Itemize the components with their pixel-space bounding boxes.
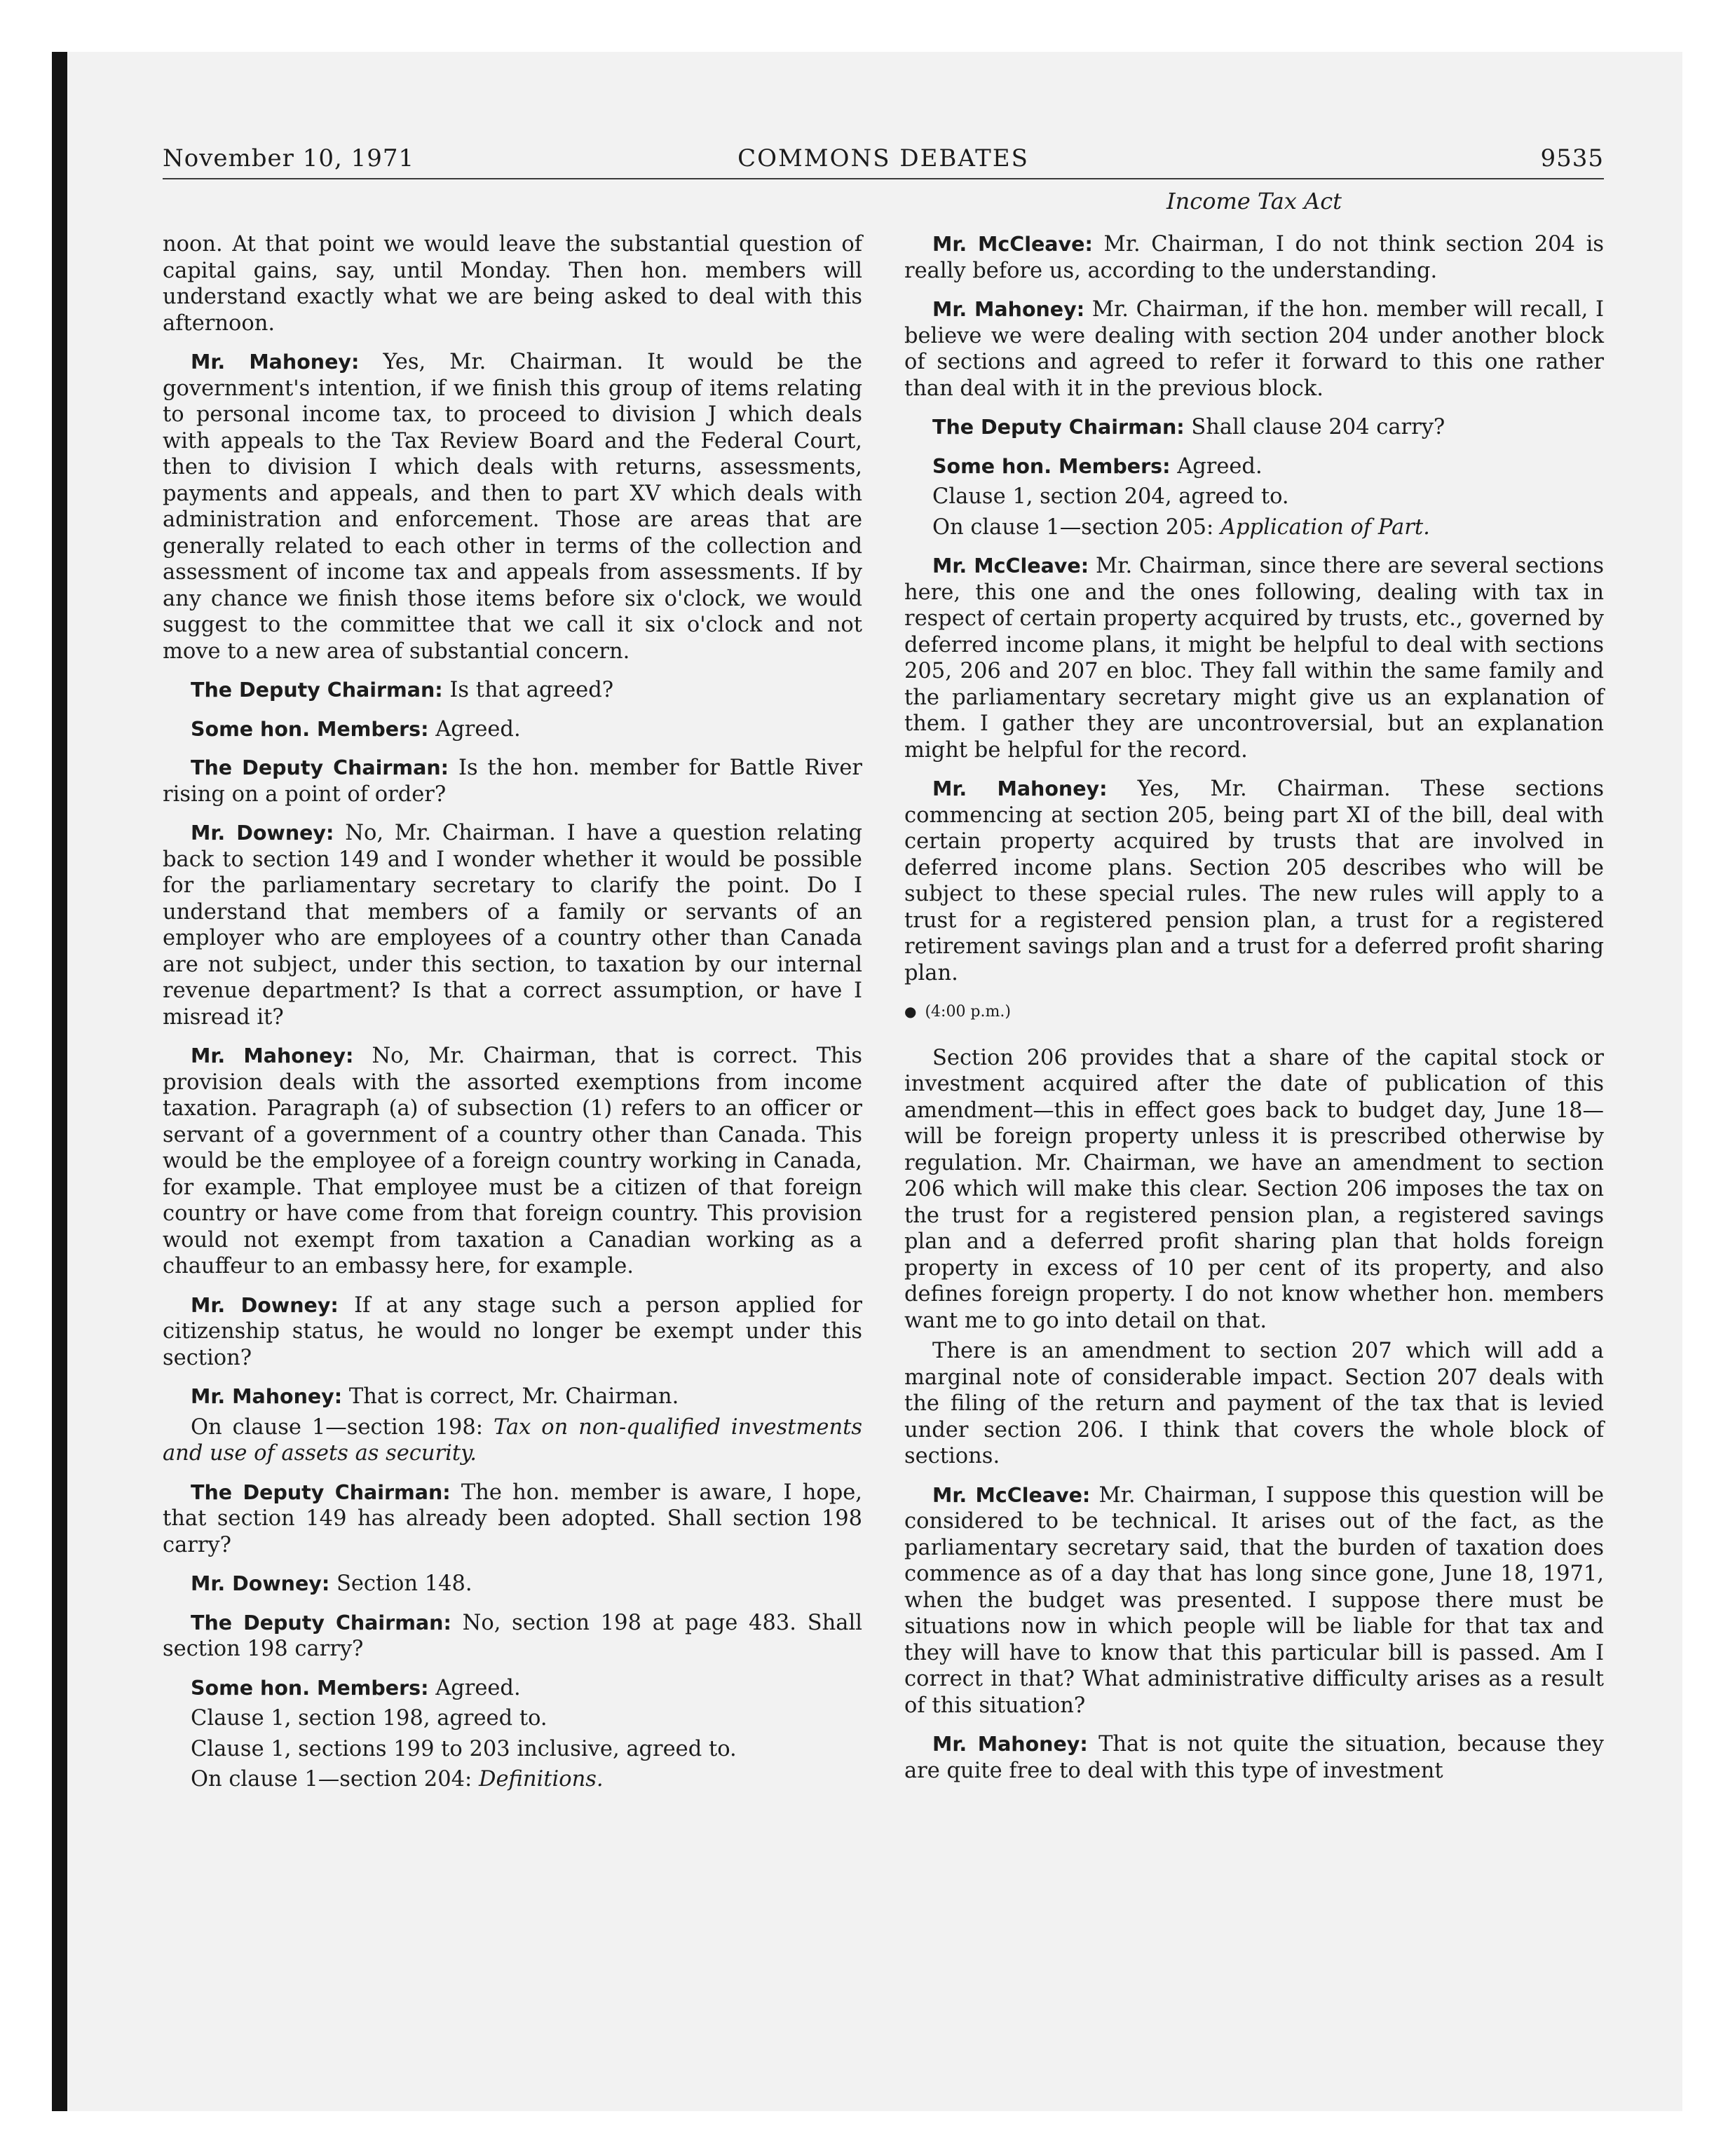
speaker-name: Mr. Mahoney: <box>191 350 360 374</box>
clause-result: Clause 1, section 198, agreed to. <box>191 1706 547 1731</box>
speech-paragraph <box>163 820 862 1030</box>
speech-paragraph <box>163 1292 862 1372</box>
clause-text: On clause 1—section 204: <box>191 1767 472 1792</box>
clause-result: Clause 1, sections 199 to 203 inclusive, agreed to. <box>191 1736 737 1761</box>
speech-text: Agreed. <box>1177 453 1263 479</box>
speech-paragraph <box>163 1571 862 1597</box>
clause-text: On clause 1—section 198: <box>191 1414 484 1440</box>
clause-title: Tax on non-qualified investments and use of assets as security. <box>163 1414 863 1466</box>
speech-paragraph <box>163 716 862 743</box>
speech-paragraph <box>904 1482 1604 1719</box>
speech-paragraph <box>904 553 1604 763</box>
speech-text: Is that agreed? <box>449 678 614 702</box>
scan-binding-edge <box>52 52 67 2111</box>
timestamp-text: (4:00 p.m.) <box>925 1003 1011 1021</box>
speaker-name: Mr. Mahoney: <box>191 1044 354 1067</box>
speaker-name: Mr. Downey: <box>191 1293 339 1317</box>
speech-paragraph <box>904 1731 1604 1784</box>
clause-result: Clause 1, section 204, agreed to. <box>932 484 1289 509</box>
speaker-name: Mr. Downey: <box>191 1572 330 1595</box>
speech-text: Agreed. <box>435 716 521 742</box>
speech-text: Is the hon. member for Battle River rising on a point of order? <box>163 756 862 807</box>
speaker-name: The Deputy Chairman: <box>191 678 443 702</box>
speech-text: That is not quite the situation, because they are quite free to deal with this type of investment <box>904 1732 1604 1783</box>
clause-heading <box>163 1766 862 1793</box>
speech-paragraph <box>163 755 862 807</box>
speech-paragraph <box>163 1043 862 1280</box>
speaker-name: Mr. Mahoney: <box>932 1733 1088 1756</box>
page-header <box>163 144 1604 179</box>
header-date: November 10, 1971 <box>163 144 415 172</box>
speaker-name: Mr. McCleave: <box>932 233 1093 256</box>
speech-text: Yes, Mr. Chairman. It would be the government's intention, if we finish this group of items relating to personal income tax, to proceed to division J which deals with appeals to the Tax Review Board and the Federal Court, then to division I which deals with returns, assessments, payments and appeals, and then to part XV which deals with administration and enforcement. Those are areas that are generally related to each other in terms of the collection and assessment of income tax and appeals from assessments. If by any chance we finish those items before six o'clock, we would suggest to the committee that we call it six o'clock and not move to a new area of substantial concern. <box>163 350 862 664</box>
speech-text: No, Mr. Chairman. I have a question relating back to section 149 and I wonder whether it would be possible for the parliamentary secretary to clarify the point. Do I understand that members of a family or servants of an employer who are employees of a country other than Canada are not subject, under this section, to taxation by our internal revenue department? Is that a correct assumption, or have I misread it? <box>163 821 863 1030</box>
speech-text: Mr. Chairman, I suppose this question will be considered to be technical. It arises out of the fact, as the parliamentary secretary said, that the burden of taxation does commence as of a day that has long since gone, June 18, 1971, when the budget was presented. I suppose there must be situations now in which people will be liable for that tax and they will have to know that this particular bill is passed. Am I correct in that? What administrative difficulty arises as a result of this situation? <box>904 1482 1604 1718</box>
speech-text: Agreed. <box>435 1675 521 1700</box>
speech-text: Mr. Chairman, I do not think section 204 is really before us, according to the understanding. <box>904 232 1604 283</box>
clause-title: Application of Part. <box>1220 514 1430 540</box>
speech-paragraph <box>163 1610 862 1663</box>
speaker-name: Mr. Mahoney: <box>191 1385 343 1408</box>
speaker-name: The Deputy Chairman: <box>191 756 449 779</box>
speech-paragraph <box>904 296 1604 402</box>
speaker-name: Mr. McCleave: <box>932 1483 1091 1507</box>
right-column <box>904 231 1604 1796</box>
speech-paragraph <box>163 1675 862 1702</box>
paragraph: There is an amendment to section 207 which will add a marginal note of considerable impact. Section 207 deals with the filing of the return and payment of the tax that is levied under section 206. I think that covers the whole block of sections. <box>904 1339 1604 1468</box>
clause-heading <box>163 1414 862 1467</box>
paragraph: noon. At that point we would leave the substantial question of capital gains, say, until Monday. Then hon. members will understand exactly what we are being asked to deal with this afternoon. <box>163 232 862 336</box>
speech-paragraph <box>163 677 862 704</box>
clause-title: Definitions. <box>479 1767 604 1792</box>
left-column <box>163 231 862 1797</box>
header-publication-title: COMMONS DEBATES <box>737 144 1029 172</box>
speaker-name: Mr. Downey: <box>191 821 334 845</box>
timestamp <box>904 999 1604 1025</box>
speaker-name: Some hon. Members: <box>932 454 1171 478</box>
speech-paragraph <box>163 1480 862 1559</box>
speaker-name: Mr. McCleave: <box>932 554 1089 578</box>
speech-paragraph <box>904 453 1604 480</box>
speaker-name: The Deputy Chairman: <box>191 1611 451 1635</box>
speech-paragraph <box>904 231 1604 284</box>
speaker-name: The Deputy Chairman: <box>191 1480 451 1504</box>
bullet-icon: ● <box>904 1003 917 1020</box>
speech-text: No, Mr. Chairman, that is correct. This provision deals with the assorted exemptions from income taxation. Paragraph (a) of subsection (1) refers to an officer or servant of a government of a country other than Canada. This would be the employee of a foreign country working in Canada, for example. That employee must be a citizen of that foreign country or have come from that foreign country. This provision would not exempt from taxation a Canadian working as a chauffeur to an embassy here, for example. <box>163 1044 862 1278</box>
speech-paragraph <box>163 349 862 664</box>
speaker-name: Some hon. Members: <box>191 717 429 741</box>
speech-text: Yes, Mr. Chairman. These sections commencing at section 205, being part XI of the bill, deal with certain property acquired by trusts that are involved in deferred income plans. Section 205 describes who will be subject to these special rules. The new rules will apply to a trust for a registered pension plan, a trust for a registered retirement savings plan and a trust for a deferred profit sharing plan. <box>904 777 1604 985</box>
speaker-name: Some hon. Members: <box>191 1676 429 1700</box>
speech-text: No, section 198 at page 483. Shall section 198 carry? <box>163 1610 862 1661</box>
speech-text: If at any stage such a person applied for citizenship status, he would no longer be exempt under this section? <box>163 1292 863 1370</box>
running-title: Income Tax Act <box>1166 188 1342 214</box>
speech-text: Shall clause 204 carry? <box>1191 415 1445 439</box>
paragraph: Section 206 provides that a share of the capital stock or investment acquired after the date of publication of this amendment—this in effect goes back to budget day, June 18—will be foreign property unless it is prescribed otherwise by regulation. Mr. Chairman, we have an amendment to section 206 which will make this clear. Section 206 imposes the tax on the trust for a registered pension plan, a registered savings plan and a deferred profit sharing plan that holds foreign property in excess of 10 per cent of its property, and also defines foreign property. I do not know whether hon. members want me to go into detail on that. <box>904 1045 1604 1333</box>
speech-paragraph <box>163 1384 862 1410</box>
speech-text: Mr. Chairman, since there are several sections here, this one and the ones following, dealing with tax in respect of certain property acquired by trusts, etc., governed by deferred income plans, it might be helpful to deal with sections 205, 206 and 207 en bloc. They fall within the same family and the parliamentary secretary might give us an explanation of them. I gather they are uncontroversial, but an explanation might be helpful for the record. <box>904 554 1604 763</box>
speech-text: Section 148. <box>336 1571 472 1596</box>
clause-heading <box>904 514 1604 541</box>
speaker-name: Mr. Mahoney: <box>932 777 1108 800</box>
speech-paragraph <box>904 776 1604 986</box>
speech-text: Mr. Chairman, if the hon. member will recall, I believe we were dealing with section 204 under another block of sections and agreed to refer it forward to this one rather than deal with it in the previous block. <box>904 297 1604 401</box>
speaker-name: The Deputy Chairman: <box>932 416 1185 439</box>
speech-paragraph <box>904 414 1604 441</box>
clause-text: On clause 1—section 205: <box>932 514 1214 540</box>
speaker-name: Mr. Mahoney: <box>932 298 1085 321</box>
speech-text: The hon. member is aware, I hope, that section 149 has already been adopted. Shall section 198 carry? <box>163 1480 862 1557</box>
header-page-number: 9535 <box>1540 144 1604 172</box>
speech-text: That is correct, Mr. Chairman. <box>348 1384 679 1409</box>
